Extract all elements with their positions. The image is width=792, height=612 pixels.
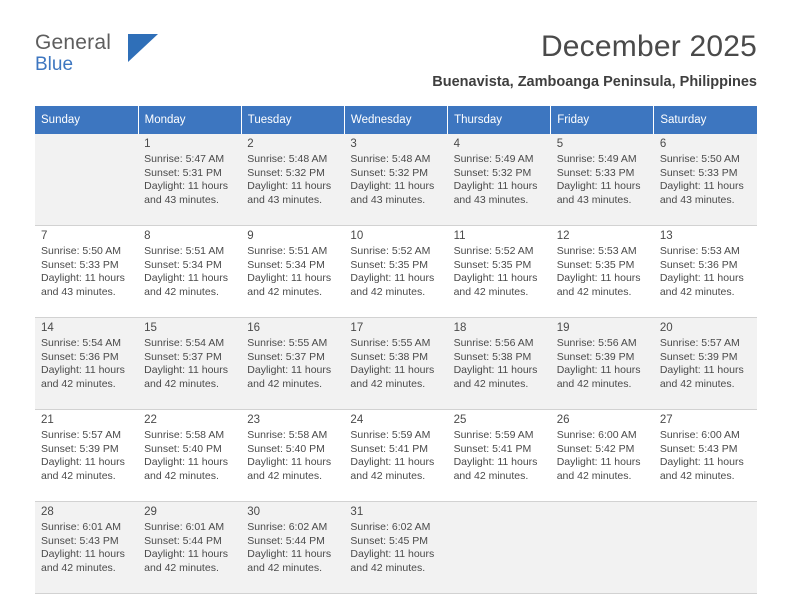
day-daylight2-text: and 42 minutes. — [453, 377, 529, 390]
day-sunset-text: Sunset: 5:36 PM — [41, 350, 119, 363]
day-number: 8 — [144, 230, 151, 242]
calendar-day-cell — [448, 226, 551, 318]
day-sunrise-text: Sunrise: 5:48 AM — [247, 153, 328, 165]
day-sunset-text: Sunset: 5:35 PM — [556, 258, 635, 271]
weekday-tuesday: Tuesday — [241, 106, 344, 134]
day-sunset-text: Sunset: 5:40 PM — [247, 442, 325, 455]
day-daylight2-text: and 42 minutes. — [247, 377, 322, 390]
weekday-monday: Monday — [138, 106, 241, 134]
day-daylight1-text: Daylight: 11 hours — [453, 272, 538, 285]
calendar-day-cell — [35, 226, 138, 318]
day-daylight2-text: and 42 minutes. — [659, 285, 735, 298]
day-number: 21 — [41, 414, 54, 426]
day-sunset-text: Sunset: 5:43 PM — [659, 442, 738, 455]
day-daylight1-text: Daylight: 11 hours — [350, 364, 435, 377]
day-number: 7 — [41, 230, 48, 242]
day-sunset-text: Sunset: 5:33 PM — [659, 166, 738, 179]
calendar-body — [35, 134, 757, 594]
day-sunrise-text: Sunrise: 5:58 AM — [144, 429, 225, 441]
calendar-day-cell — [654, 318, 757, 410]
day-sunset-text: Sunset: 5:43 PM — [41, 534, 119, 547]
day-number: 1 — [144, 138, 151, 150]
calendar-day-cell — [551, 226, 654, 318]
calendar-day-cell — [344, 318, 447, 410]
calendar-day-cell — [241, 318, 344, 410]
calendar-day-cell — [138, 318, 241, 410]
logo-text-blue: Blue — [35, 54, 74, 75]
day-sunrise-text: Sunrise: 5:51 AM — [247, 245, 328, 257]
day-sunrise-text: Sunrise: 5:50 AM — [659, 153, 740, 165]
day-number: 23 — [247, 414, 261, 426]
day-daylight2-text: and 42 minutes. — [556, 285, 632, 298]
day-number: 15 — [144, 322, 157, 334]
day-sunset-text: Sunset: 5:35 PM — [453, 258, 532, 271]
day-number: 2 — [247, 138, 254, 150]
day-number: 29 — [144, 506, 157, 518]
day-number: 13 — [659, 230, 673, 242]
day-sunset-text: Sunset: 5:34 PM — [144, 258, 222, 271]
calendar-day-cell — [654, 410, 757, 502]
day-number: 3 — [350, 138, 357, 150]
day-sunset-text: Sunset: 5:33 PM — [41, 258, 119, 271]
day-daylight1-text: Daylight: 11 hours — [556, 272, 641, 285]
day-daylight2-text: and 42 minutes. — [144, 285, 219, 298]
day-sunset-text: Sunset: 5:45 PM — [350, 534, 429, 547]
day-sunset-text: Sunset: 5:44 PM — [144, 534, 222, 547]
day-daylight2-text: and 42 minutes. — [556, 377, 632, 390]
day-sunset-text: Sunset: 5:32 PM — [350, 166, 429, 179]
day-number: 27 — [659, 414, 673, 426]
calendar-day-cell — [344, 410, 447, 502]
day-daylight2-text: and 43 minutes. — [350, 193, 426, 206]
day-daylight2-text: and 42 minutes. — [247, 469, 322, 482]
calendar-day-cell — [344, 502, 447, 594]
calendar-day-cell — [35, 410, 138, 502]
page-title: December 2025 — [540, 30, 757, 63]
day-sunrise-text: Sunrise: 5:54 AM — [41, 337, 121, 349]
day-sunset-text: Sunset: 5:39 PM — [659, 350, 738, 363]
calendar-table — [35, 106, 757, 594]
day-sunrise-text: Sunrise: 5:57 AM — [41, 429, 121, 441]
calendar-cell-empty — [35, 134, 138, 226]
weekday-sunday: Sunday — [35, 106, 138, 134]
day-number: 22 — [144, 414, 157, 426]
day-sunrise-text: Sunrise: 6:02 AM — [350, 521, 431, 533]
day-sunset-text: Sunset: 5:33 PM — [556, 166, 635, 179]
day-daylight1-text: Daylight: 11 hours — [350, 180, 435, 193]
day-number: 30 — [247, 506, 261, 518]
day-daylight1-text: Daylight: 11 hours — [659, 364, 744, 377]
day-sunset-text: Sunset: 5:31 PM — [144, 166, 222, 179]
day-sunrise-text: Sunrise: 5:50 AM — [41, 245, 121, 257]
day-sunrise-text: Sunrise: 5:57 AM — [659, 337, 740, 349]
day-daylight2-text: and 43 minutes. — [556, 193, 632, 206]
calendar-day-cell — [551, 134, 654, 226]
calendar-day-cell — [35, 502, 138, 594]
day-sunset-text: Sunset: 5:44 PM — [247, 534, 325, 547]
day-number: 16 — [247, 322, 261, 334]
day-number: 20 — [659, 322, 673, 334]
day-number: 24 — [350, 414, 364, 426]
day-number: 25 — [453, 414, 467, 426]
day-number: 14 — [41, 322, 54, 334]
day-daylight1-text: Daylight: 11 hours — [350, 272, 435, 285]
day-sunrise-text: Sunrise: 5:53 AM — [659, 245, 740, 257]
day-daylight1-text: Daylight: 11 hours — [144, 364, 228, 377]
weekday-header-row — [35, 106, 757, 134]
day-sunset-text: Sunset: 5:32 PM — [247, 166, 325, 179]
day-daylight1-text: Daylight: 11 hours — [144, 180, 228, 193]
day-sunset-text: Sunset: 5:41 PM — [453, 442, 532, 455]
day-daylight1-text: Daylight: 11 hours — [144, 272, 228, 285]
calendar-day-cell — [138, 502, 241, 594]
day-daylight2-text: and 42 minutes. — [144, 561, 219, 574]
day-sunrise-text: Sunrise: 6:02 AM — [247, 521, 328, 533]
day-sunrise-text: Sunrise: 6:00 AM — [556, 429, 637, 441]
day-daylight2-text: and 43 minutes. — [41, 285, 116, 298]
day-daylight2-text: and 43 minutes. — [453, 193, 529, 206]
day-sunset-text: Sunset: 5:32 PM — [453, 166, 532, 179]
calendar-day-cell — [344, 134, 447, 226]
day-daylight1-text: Daylight: 11 hours — [453, 456, 538, 469]
day-daylight1-text: Daylight: 11 hours — [556, 364, 641, 377]
calendar-week-row — [35, 226, 757, 318]
day-daylight1-text: Daylight: 11 hours — [350, 456, 435, 469]
calendar-day-cell — [344, 226, 447, 318]
day-sunset-text: Sunset: 5:39 PM — [556, 350, 635, 363]
calendar-week-row — [35, 502, 757, 594]
day-number: 17 — [350, 322, 364, 334]
day-number: 11 — [453, 230, 466, 242]
weekday-friday: Friday — [551, 106, 654, 134]
day-number: 12 — [556, 230, 570, 242]
day-daylight2-text: and 42 minutes. — [144, 469, 219, 482]
day-number: 6 — [659, 138, 667, 150]
logo-text-general: General — [35, 31, 112, 54]
logo[interactable] — [35, 32, 255, 88]
day-number: 18 — [453, 322, 467, 334]
day-daylight2-text: and 42 minutes. — [41, 469, 116, 482]
day-sunrise-text: Sunrise: 5:54 AM — [144, 337, 225, 349]
day-sunrise-text: Sunrise: 6:01 AM — [41, 521, 121, 533]
day-daylight2-text: and 42 minutes. — [350, 561, 426, 574]
day-daylight1-text: Daylight: 11 hours — [41, 364, 125, 377]
day-daylight1-text: Daylight: 11 hours — [247, 272, 332, 285]
day-daylight1-text: Daylight: 11 hours — [144, 456, 228, 469]
day-sunrise-text: Sunrise: 5:59 AM — [453, 429, 534, 441]
day-sunrise-text: Sunrise: 5:52 AM — [350, 245, 431, 257]
day-sunrise-text: Sunrise: 5:49 AM — [556, 153, 637, 165]
day-sunrise-text: Sunrise: 6:00 AM — [659, 429, 740, 441]
day-daylight1-text: Daylight: 11 hours — [453, 364, 538, 377]
day-daylight2-text: and 42 minutes. — [247, 561, 322, 574]
day-sunrise-text: Sunrise: 6:01 AM — [144, 521, 225, 533]
calendar-head — [35, 106, 757, 134]
day-sunset-text: Sunset: 5:42 PM — [556, 442, 635, 455]
day-daylight1-text: Daylight: 11 hours — [556, 180, 641, 193]
calendar-cell-empty — [448, 502, 551, 594]
day-sunrise-text: Sunrise: 5:48 AM — [350, 153, 431, 165]
day-daylight2-text: and 42 minutes. — [41, 561, 116, 574]
day-number: 31 — [350, 506, 364, 518]
day-daylight1-text: Daylight: 11 hours — [247, 456, 332, 469]
day-daylight1-text: Daylight: 11 hours — [556, 456, 641, 469]
calendar-day-cell — [241, 226, 344, 318]
day-daylight1-text: Daylight: 11 hours — [247, 180, 332, 193]
calendar-day-cell — [448, 134, 551, 226]
day-daylight2-text: and 42 minutes. — [41, 377, 116, 390]
day-sunrise-text: Sunrise: 5:55 AM — [350, 337, 431, 349]
day-sunrise-text: Sunrise: 5:51 AM — [144, 245, 225, 257]
day-daylight1-text: Daylight: 11 hours — [659, 180, 744, 193]
calendar-day-cell — [241, 134, 344, 226]
day-sunrise-text: Sunrise: 5:53 AM — [556, 245, 637, 257]
calendar-day-cell — [138, 410, 241, 502]
day-number: 5 — [556, 138, 564, 150]
day-daylight2-text: and 42 minutes. — [453, 285, 529, 298]
day-daylight2-text: and 43 minutes. — [144, 193, 219, 206]
day-number: 4 — [453, 138, 460, 150]
day-sunset-text: Sunset: 5:38 PM — [453, 350, 532, 363]
day-sunset-text: Sunset: 5:34 PM — [247, 258, 325, 271]
day-sunset-text: Sunset: 5:38 PM — [350, 350, 429, 363]
day-daylight1-text: Daylight: 11 hours — [247, 548, 332, 561]
day-daylight2-text: and 42 minutes. — [350, 469, 426, 482]
calendar-week-row — [35, 410, 757, 502]
day-sunrise-text: Sunrise: 5:58 AM — [247, 429, 328, 441]
day-number: 10 — [350, 230, 364, 242]
calendar-week-row — [35, 318, 757, 410]
calendar-day-cell — [241, 410, 344, 502]
day-number: 19 — [556, 322, 570, 334]
day-sunset-text: Sunset: 5:37 PM — [144, 350, 222, 363]
calendar-day-cell — [448, 318, 551, 410]
day-sunrise-text: Sunrise: 5:55 AM — [247, 337, 328, 349]
calendar-day-cell — [241, 502, 344, 594]
day-daylight1-text: Daylight: 11 hours — [659, 456, 744, 469]
day-sunset-text: Sunset: 5:41 PM — [350, 442, 429, 455]
day-daylight1-text: Daylight: 11 hours — [659, 272, 744, 285]
day-sunset-text: Sunset: 5:35 PM — [350, 258, 429, 271]
day-sunrise-text: Sunrise: 5:47 AM — [144, 153, 225, 165]
calendar-day-cell — [551, 318, 654, 410]
day-daylight2-text: and 43 minutes. — [247, 193, 322, 206]
title-block — [432, 28, 757, 93]
day-daylight2-text: and 42 minutes. — [556, 469, 632, 482]
calendar-day-cell — [138, 134, 241, 226]
day-sunrise-text: Sunrise: 5:56 AM — [556, 337, 637, 349]
calendar-cell-empty — [551, 502, 654, 594]
day-sunrise-text: Sunrise: 5:52 AM — [453, 245, 534, 257]
page-header — [35, 28, 757, 100]
calendar-day-cell — [551, 410, 654, 502]
flag-icon — [128, 34, 158, 62]
weekday-saturday: Saturday — [654, 106, 757, 134]
day-sunset-text: Sunset: 5:37 PM — [247, 350, 325, 363]
day-daylight2-text: and 42 minutes. — [144, 377, 219, 390]
day-daylight1-text: Daylight: 11 hours — [41, 272, 125, 285]
calendar-day-cell — [654, 134, 757, 226]
day-sunrise-text: Sunrise: 5:56 AM — [453, 337, 534, 349]
day-number: 28 — [41, 506, 54, 518]
weekday-wednesday: Wednesday — [344, 106, 447, 134]
weekday-thursday: Thursday — [448, 106, 551, 134]
day-sunset-text: Sunset: 5:39 PM — [41, 442, 119, 455]
calendar-day-cell — [654, 226, 757, 318]
day-sunrise-text: Sunrise: 5:59 AM — [350, 429, 431, 441]
day-number: 9 — [247, 230, 254, 242]
day-daylight2-text: and 43 minutes. — [659, 193, 735, 206]
day-daylight1-text: Daylight: 11 hours — [41, 456, 125, 469]
day-daylight1-text: Daylight: 11 hours — [144, 548, 228, 561]
day-daylight2-text: and 42 minutes. — [453, 469, 529, 482]
day-daylight2-text: and 42 minutes. — [350, 377, 426, 390]
day-daylight1-text: Daylight: 11 hours — [350, 548, 435, 561]
calendar-day-cell — [35, 318, 138, 410]
day-sunrise-text: Sunrise: 5:49 AM — [453, 153, 534, 165]
day-daylight2-text: and 42 minutes. — [659, 469, 735, 482]
day-sunset-text: Sunset: 5:40 PM — [144, 442, 222, 455]
calendar-week-row — [35, 134, 757, 226]
day-daylight2-text: and 42 minutes. — [350, 285, 426, 298]
day-daylight1-text: Daylight: 11 hours — [247, 364, 332, 377]
location-subtitle: Buenavista, Zamboanga Peninsula, Philippines — [432, 74, 757, 90]
day-daylight1-text: Daylight: 11 hours — [41, 548, 125, 561]
day-daylight2-text: and 42 minutes. — [247, 285, 322, 298]
calendar-day-cell — [138, 226, 241, 318]
day-number: 26 — [556, 414, 570, 426]
day-daylight1-text: Daylight: 11 hours — [453, 180, 538, 193]
calendar-day-cell — [448, 410, 551, 502]
day-sunset-text: Sunset: 5:36 PM — [659, 258, 738, 271]
day-daylight2-text: and 42 minutes. — [659, 377, 735, 390]
calendar-cell-empty — [654, 502, 757, 594]
